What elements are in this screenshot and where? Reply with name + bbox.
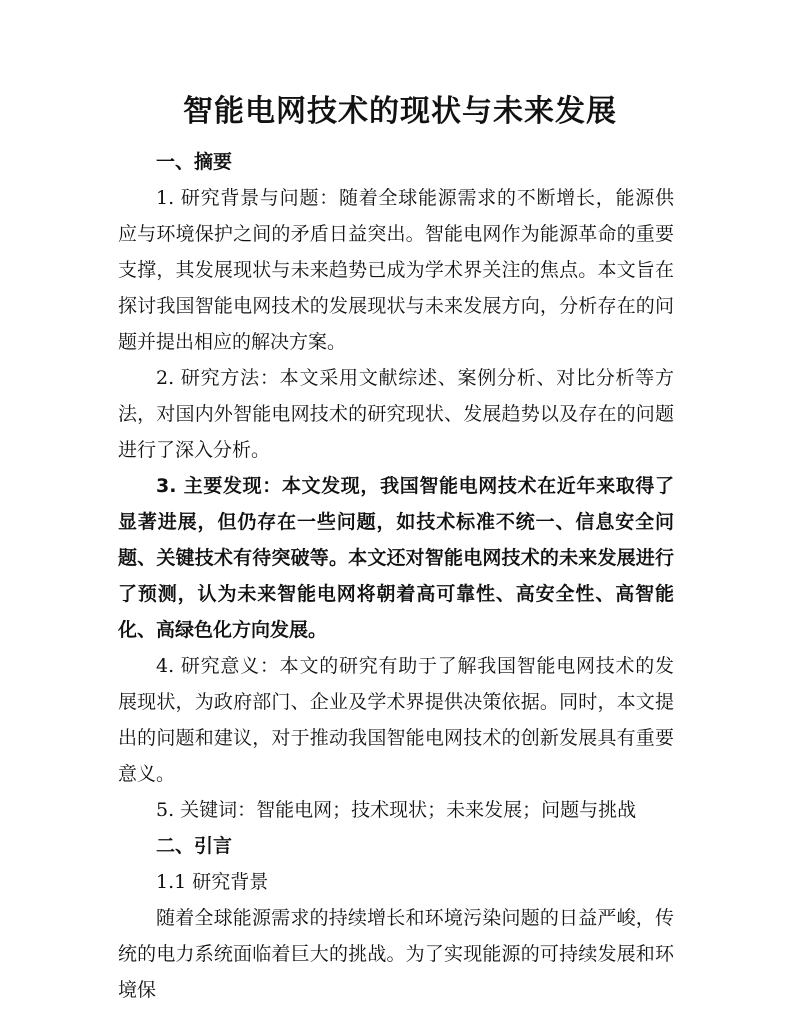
subsection-heading: 1.1 研究背景: [156, 871, 269, 893]
document-body: [118, 144, 674, 1008]
abstract-paragraph-findings: 3. 主要发现：本文发现，我国智能电网技术在近年来取得了显著进展，但仍存在一些问题，如技术标准不统一、信息安全问题、关键技术有待突破等。本文还对智能电网技术的未来发展进行了预测，认为未来智能电网将朝着高可靠性、高安全性、高智能化、高绿色化方向发展。: [118, 475, 674, 641]
introduction-paragraph: 随着全球能源需求的持续增长和环境污染问题的日益严峻，传统的电力系统面临着巨大的挑战。为了实现能源的可持续发展和环境保: [118, 907, 674, 1001]
abstract-paragraph-significance: 4. 研究意义：本文的研究有助于了解我国智能电网技术的发展现状，为政府部门、企业及学术界提供决策依据。同时，本文提出的问题和建议，对于推动我国智能电网技术的创新发展具有重要意义。: [118, 655, 674, 785]
abstract-paragraph-methods: 2. 研究方法：本文采用文献综述、案例分析、对比分析等方法，对国内外智能电网技术的研究现状、发展趋势以及存在的问题进行了深入分析。: [118, 367, 674, 461]
abstract-heading: 一、摘要: [156, 151, 233, 173]
abstract-paragraph-background: 1. 研究背景与问题：随着全球能源需求的不断增长，能源供应与环境保护之间的矛盾日益突出。智能电网作为能源革命的重要支撑，其发展现状与未来趋势已成为学术界关注的焦点。本文旨在探讨我国智能电网技术的发展现状与未来发展方向，分析存在的问题并提出相应的解决方案。: [118, 187, 674, 353]
introduction-heading: 二、引言: [156, 835, 233, 857]
abstract-paragraph-keywords: 5. 关键词：智能电网；技术现状；未来发展；问题与挑战: [156, 799, 637, 821]
document-title: 智能电网技术的现状与未来发展: [183, 94, 617, 129]
